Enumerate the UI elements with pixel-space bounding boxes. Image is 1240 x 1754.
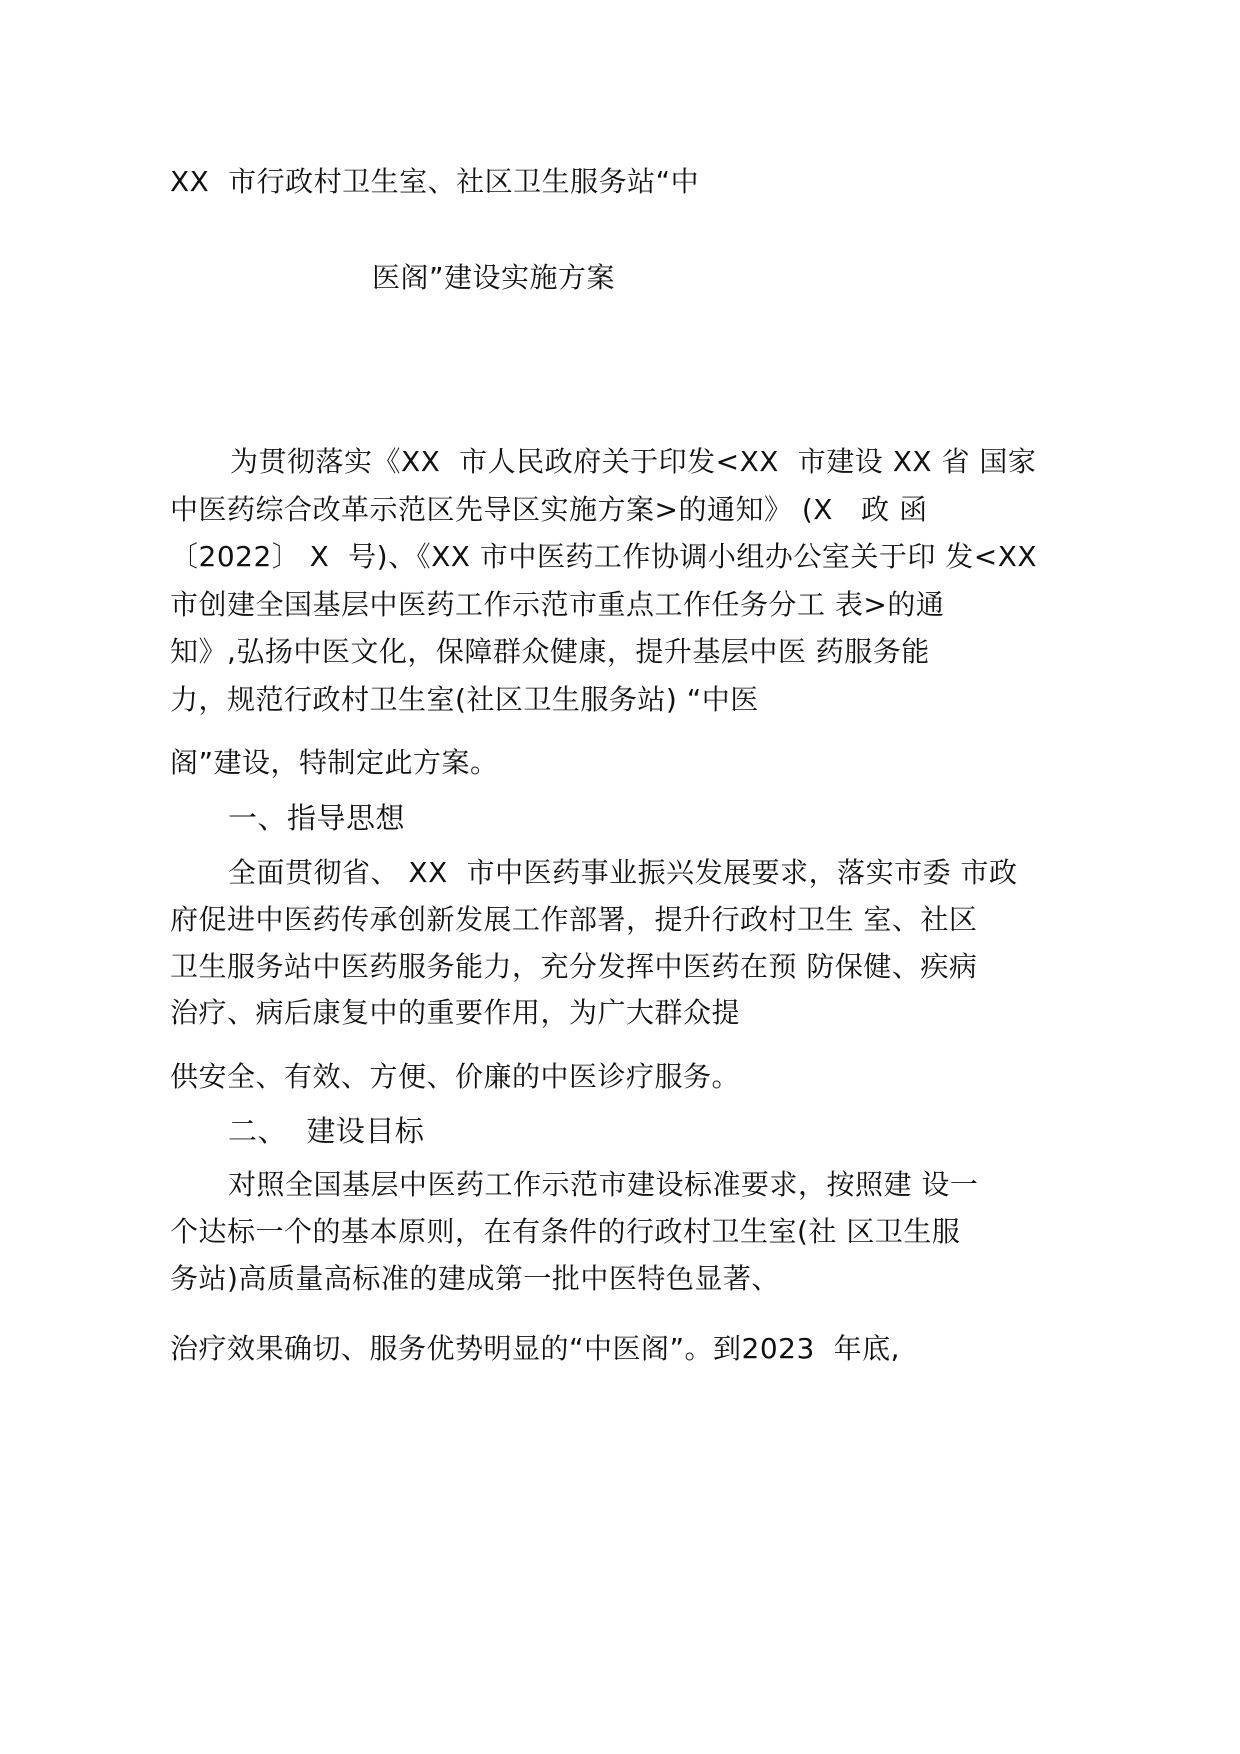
intro-paragraph-line: 〔2022〕 X 号)、《XX 市中医药工作协调小组办公室关于印 发<XX (170, 540, 1038, 573)
section1-paragraph-line: 全面贯彻省、 XX 市中医药事业振兴发展要求，落实市委 市政 (228, 856, 1018, 889)
intro-paragraph-line: 为贯彻落实《XX 市人民政府关于印发<XX 市建设 XX 省 国家 (230, 445, 1037, 478)
intro-paragraph-line: 市创建全国基层中医药工作示范市重点工作任务分工 表>的通 (170, 588, 945, 621)
section-heading-guiding-ideology: 一、指导思想 (228, 801, 406, 835)
section1-paragraph-line: 治疗、病后康复中的重要作用，为广大群众提 (170, 996, 741, 1029)
section2-paragraph-line: 对照全国基层中医药工作示范市建设标准要求，按照建 设一 (228, 1168, 979, 1201)
document-title-line-1: XX 市行政村卫生室、社区卫生服务站“中 (170, 165, 700, 198)
document-title-line-2: 医阁”建设实施方案 (372, 261, 616, 294)
intro-paragraph-line: 知》,弘扬中医文化，保障群众健康，提升基层中医 药服务能 (170, 635, 930, 668)
section-heading-construction-goals: 二、 建设目标 (228, 1114, 425, 1148)
intro-paragraph-line: 阁”建设，特制定此方案。 (170, 746, 499, 779)
section2-paragraph-line: 务站)高质量高标准的建成第一批中医特色显著、 (170, 1262, 780, 1295)
section1-paragraph-line: 卫生服务站中医药服务能力，充分发挥中医药在预 防保健、疾病 (170, 950, 978, 983)
section1-paragraph-line: 府促进中医药传承创新发展工作部署，提升行政村卫生 室、社区 (170, 903, 978, 936)
section2-paragraph-line: 个达标一个的基本原则，在有条件的行政村卫生室(社 区卫生服 (170, 1215, 961, 1248)
intro-paragraph-line: 力，规范行政村卫生室(社区卫生服务站) “中医 (170, 683, 759, 716)
section1-paragraph-line: 供安全、有效、方便、价廉的中医诊疗服务。 (170, 1060, 741, 1093)
section2-paragraph-line: 治疗效果确切、服务优势明显的“中医阁”。到2023 年底, (170, 1332, 900, 1365)
intro-paragraph-line: 中医药综合改革示范区先导区实施方案>的通知》 (X 政 函 (170, 493, 928, 526)
